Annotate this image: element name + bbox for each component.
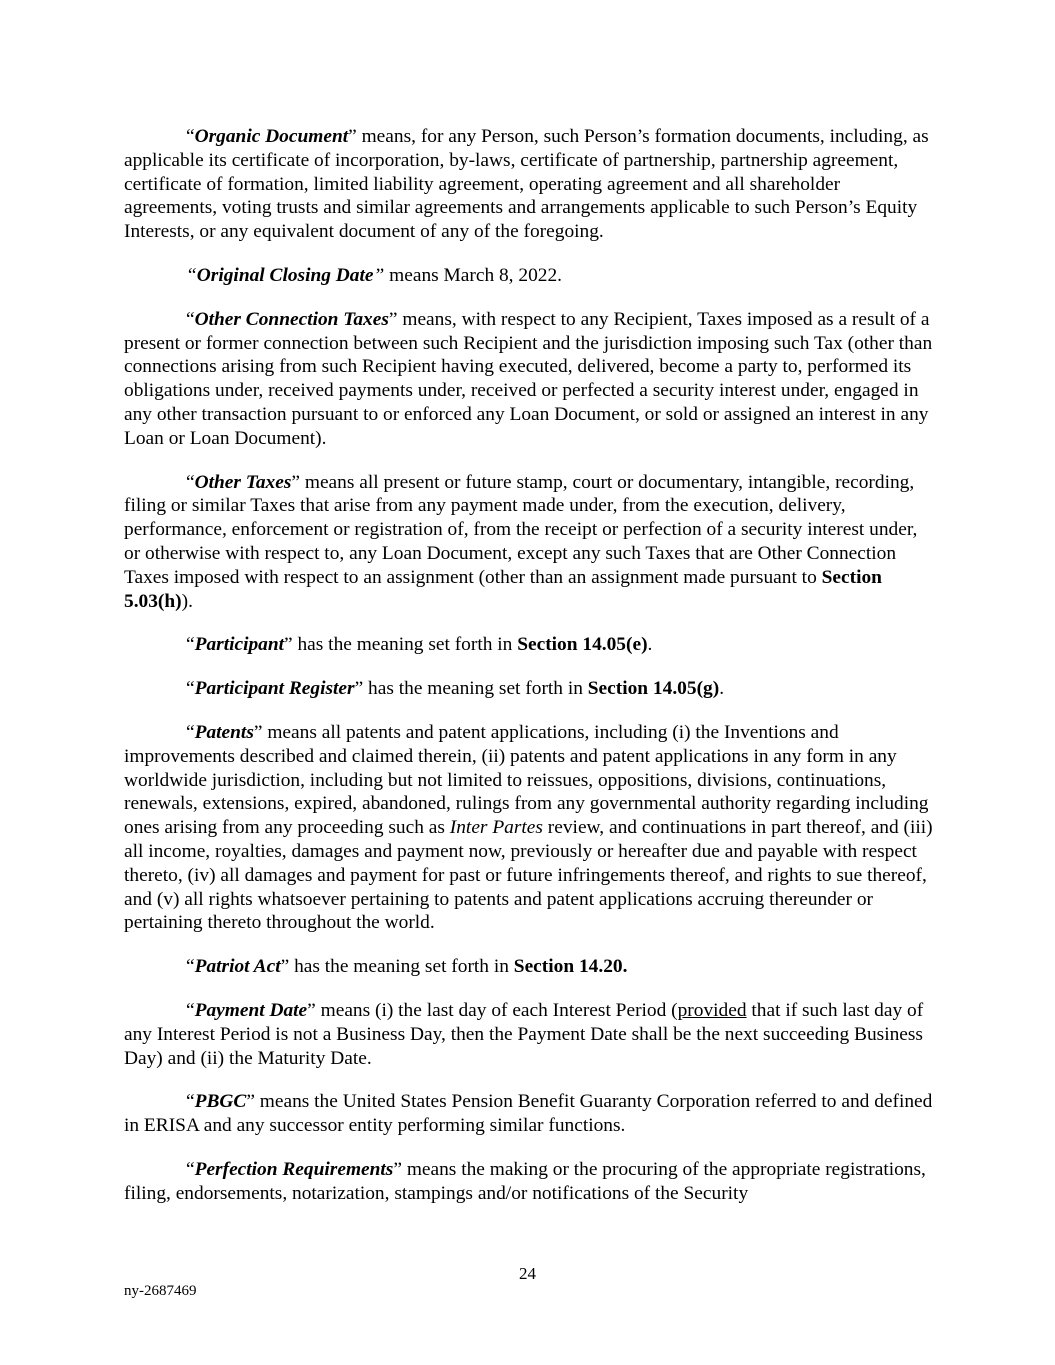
defined-term: Original Closing Date — [196, 264, 374, 286]
definition-other-connection-taxes: “Other Connection Taxes” means, with respect to any Recipient, Taxes imposed as a result of a present or former connection between such Recipient and the jurisdiction imposing such Tax (other than connections arising from such Recipient having executed, delivered, become a party to, performed its obligations under, received payments under, received or perfected a security interest under, engaged in any other transaction pursuant to or enforced any Loan Document, or sold or assigned an interest in any Loan or Loan Document). — [124, 308, 933, 449]
definition-participant: “Participant” has the meaning set forth in Section 14.05(e). — [186, 634, 653, 656]
section-reference: Section 5.03(h) — [124, 566, 882, 612]
defined-term: Organic Document — [194, 126, 349, 147]
definition-payment-date: “Payment Date” means (i) the last day of each Interest Period (provided that if such last day of any Interest Period is not a Business Day, then the Payment Date shall be the next succeeding Business Day) and (ii) the Maturity Date. — [124, 999, 924, 1069]
definition-other-taxes: “Other Taxes” means all present or future stamp, court or documentary, intangible, recording, filing or similar Taxes that arise from any payment made under, from the execution, delivery, performance, enforcement or registration of, from the receipt or perfection of a security interest under, or otherwise with respect to, any Loan Document, except any such Taxes that are Other Connection Taxes imposed with respect to an assignment (other than an assignment made pursuant to Section 5.03(h)). — [124, 471, 918, 612]
definition-patents: “Patents” means all patents and patent applications, including (i) the Inventions and improvements described and claimed therein, (ii) patents and patent applications in any form in any worldwide jurisdiction, including but not limited to reissues, oppositions, divisions, continuations, renewals, extensions, expired, abandoned, rulings from any governmental authority regarding including ones arising from any proceeding such as Inter Partes review, and continuations in part thereof, and (iii) all income, royalties, damages and payment now, previously or hereafter due and payable with respect thereto, (iv) all damages and payment for past or future infringements thereof, and rights to sue thereof, and (v) all rights whatsoever pertaining to patents and patent applications accruing thereunder or pertaining thereto throughout the world. — [124, 721, 933, 934]
defined-term: Perfection Requirements — [194, 1158, 394, 1180]
defined-term: Other Taxes — [194, 471, 292, 493]
defined-term: Payment Date — [194, 999, 308, 1021]
page-number: 24 — [519, 1264, 536, 1283]
definition-perfection-requirements: “Perfection Requirements” means the making or the procuring of the appropriate registrations, filing, endorsements, notarization, stampings and/or notifications of the Security — [124, 1158, 926, 1204]
section-reference: Section 14.20. — [513, 956, 628, 978]
defined-term: Participant Register — [194, 678, 355, 700]
definition-pbgc: “PBGC” means the United States Pension Benefit Guaranty Corporation referred to and defined in ERISA and any successor entity performing similar functions. — [124, 1091, 933, 1137]
definition-organic-document: “Organic Document” means, for any Person, such Person’s formation documents, including, as applicable its certificate of incorporation, by-laws, certificate of partnership, partnership agreement, certificate of formation, limited liability agreement, operating agreement and all shareholder agreements, voting trusts and similar agreements and arrangements applicable to such Person’s Equity Interests, or any equivalent document of any of the foregoing. — [124, 126, 929, 243]
document-id: ny-2687469 — [124, 1283, 197, 1299]
section-reference: Section 14.05(e) — [517, 634, 648, 656]
definitions-body — [124, 125, 936, 1225]
section-reference: Section 14.05(g) — [587, 678, 720, 700]
definition-patriot-act: “Patriot Act” has the meaning set forth in Section 14.20. — [186, 956, 628, 978]
defined-term: PBGC — [194, 1091, 247, 1113]
underlined-word: provided — [677, 999, 747, 1021]
italic-phrase: Inter Partes — [449, 817, 543, 839]
definition-original-closing-date: “Original Closing Date” means March 8, 2022. — [186, 264, 563, 286]
defined-term: Participant — [194, 634, 285, 656]
defined-term: Patents — [194, 721, 254, 743]
defined-term: Other Connection Taxes — [194, 308, 389, 330]
defined-term: Patriot Act — [194, 956, 281, 978]
definition-participant-register: “Participant Register” has the meaning set forth in Section 14.05(g). — [186, 678, 725, 700]
